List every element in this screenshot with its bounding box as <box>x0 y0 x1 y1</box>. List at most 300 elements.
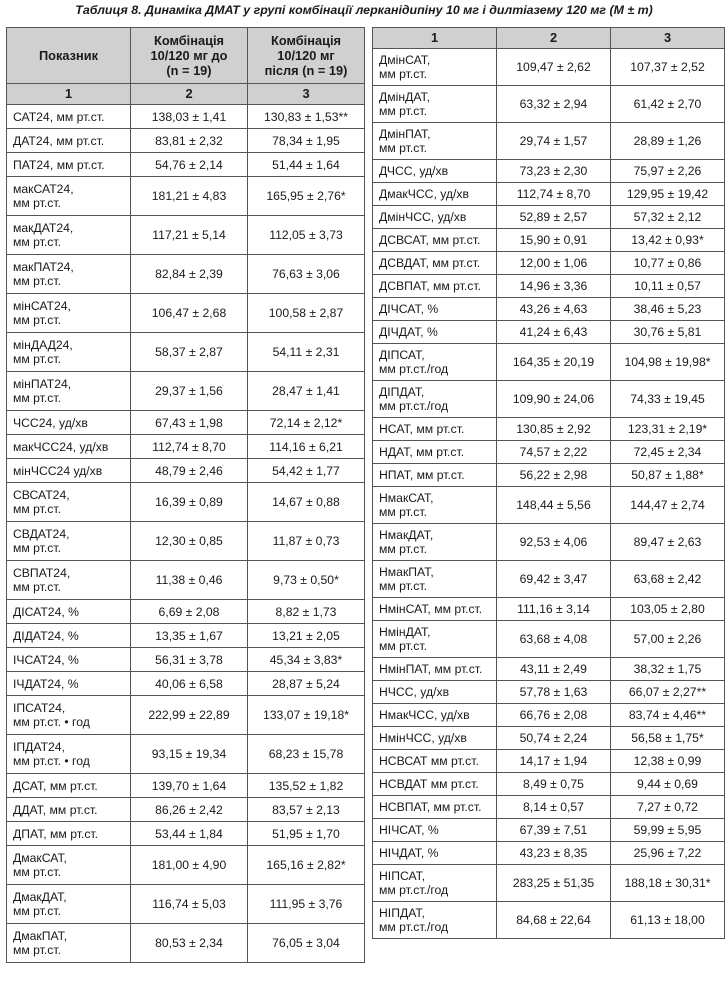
indicator-cell <box>373 750 497 773</box>
indicator-label: мм рт.ст. <box>13 541 61 555</box>
value-before-cell: 112,74 ± 8,70 <box>131 435 248 459</box>
table-row <box>373 658 725 681</box>
value-after-cell: 13,42 ± 0,93* <box>611 229 725 252</box>
results-table-right <box>372 27 725 939</box>
indicator-label: ДІСАТ24, % <box>13 604 79 619</box>
value-after-cell: 72,45 ± 2,34 <box>611 441 725 464</box>
table-row <box>7 435 365 459</box>
indicator-cell <box>7 672 131 696</box>
value-before-cell: 52,89 ± 2,57 <box>497 206 611 229</box>
indicator-label: НІПДАТ, <box>379 906 425 920</box>
value-before-cell: 29,37 ± 1,56 <box>131 372 248 411</box>
value-after-cell: 10,11 ± 0,57 <box>611 275 725 298</box>
value-after-cell: 188,18 ± 30,31* <box>611 865 725 902</box>
table-row <box>373 621 725 658</box>
value-after-cell: 111,95 ± 3,76 <box>248 885 365 924</box>
table-row <box>373 160 725 183</box>
table-row <box>7 798 365 822</box>
indicator-cell <box>7 411 131 435</box>
indicator-label: ЧСС24, уд/хв <box>13 415 88 430</box>
value-after-cell: 61,13 ± 18,00 <box>611 902 725 939</box>
value-after-cell: 130,83 ± 1,53** <box>248 105 365 129</box>
value-before-cell: 93,15 ± 19,34 <box>131 735 248 774</box>
indicator-cell <box>7 924 131 963</box>
table-title: Таблиця 8. Динаміка ДМАТ у групі комбінації лерканідипіну 10 мг і дилтіазему 120 мг (M ± m) <box>75 3 653 17</box>
indicator-label: ДІПСАТ, <box>379 348 425 362</box>
indicator-cell <box>7 624 131 648</box>
table-row <box>373 796 725 819</box>
value-after-cell: 28,87 ± 5,24 <box>248 672 365 696</box>
value-after-cell: 14,67 ± 0,88 <box>248 483 365 522</box>
value-after-cell: 89,47 ± 2,63 <box>611 524 725 561</box>
value-before-cell: 13,35 ± 1,67 <box>131 624 248 648</box>
value-before-cell: 48,79 ± 2,46 <box>131 459 248 483</box>
table-row <box>373 598 725 621</box>
value-after-cell: 135,52 ± 1,82 <box>248 774 365 798</box>
indicator-label: НмінДАТ, <box>379 625 431 639</box>
indicator-label: НСВДАТ мм рт.ст. <box>379 777 479 791</box>
value-after-cell: 9,44 ± 0,69 <box>611 773 725 796</box>
value-before-cell: 54,76 ± 2,14 <box>131 153 248 177</box>
table-row <box>7 483 365 522</box>
indicator-cell <box>373 704 497 727</box>
value-after-cell: 10,77 ± 0,86 <box>611 252 725 275</box>
indicator-cell <box>373 86 497 123</box>
indicator-label: мм рт.ст. <box>379 542 427 556</box>
indicator-cell <box>373 441 497 464</box>
indicator-cell <box>373 160 497 183</box>
indicator-label: ДЧСС, уд/хв <box>379 164 449 178</box>
value-before-cell: 8,14 ± 0,57 <box>497 796 611 819</box>
table-row <box>7 561 365 600</box>
table-row <box>373 842 725 865</box>
value-after-cell: 165,16 ± 2,82* <box>248 846 365 885</box>
value-after-cell: 51,95 ± 1,70 <box>248 822 365 846</box>
value-after-cell: 9,73 ± 0,50* <box>248 561 365 600</box>
indicator-cell <box>373 487 497 524</box>
indicator-label: мм рт.ст./год <box>379 362 449 376</box>
indicator-label: мм рт.ст. <box>13 502 61 516</box>
indicator-label: мінЧСС24 уд/хв <box>13 463 103 478</box>
table-row <box>373 275 725 298</box>
table-row <box>7 648 365 672</box>
table-row <box>373 229 725 252</box>
value-after-cell: 104,98 ± 19,98* <box>611 344 725 381</box>
value-after-cell: 12,38 ± 0,99 <box>611 750 725 773</box>
value-after-cell: 28,47 ± 1,41 <box>248 372 365 411</box>
indicator-label: ДІПДАТ, <box>379 385 425 399</box>
value-before-cell: 63,68 ± 4,08 <box>497 621 611 658</box>
table-row <box>373 727 725 750</box>
table-row <box>373 123 725 160</box>
value-before-cell: 43,23 ± 8,35 <box>497 842 611 865</box>
value-before-cell: 109,47 ± 2,62 <box>497 49 611 86</box>
indicator-label: НмакПАТ, <box>379 565 434 579</box>
table-row <box>373 344 725 381</box>
table-row <box>373 750 725 773</box>
indicator-label: макДАТ24, <box>13 221 74 235</box>
value-before-cell: 58,37 ± 2,87 <box>131 333 248 372</box>
indicator-label: мм рт.ст./год <box>379 920 449 934</box>
column-number: 1 <box>373 28 497 49</box>
value-before-cell: 116,74 ± 5,03 <box>131 885 248 924</box>
indicator-label: ДмакПАТ, <box>13 929 68 943</box>
table-row <box>373 524 725 561</box>
value-after-cell: 8,82 ± 1,73 <box>248 600 365 624</box>
table-row <box>373 819 725 842</box>
value-before-cell: 14,96 ± 3,36 <box>497 275 611 298</box>
indicator-cell <box>7 153 131 177</box>
indicator-label: НСВСАТ мм рт.ст. <box>379 754 479 768</box>
indicator-cell <box>7 483 131 522</box>
table-row <box>373 183 725 206</box>
table-row <box>7 774 365 798</box>
column-number: 2 <box>497 28 611 49</box>
indicator-label: мм рт.ст. • год <box>13 754 90 768</box>
indicator-cell <box>373 183 497 206</box>
indicator-label: мм рт.ст. <box>13 235 61 249</box>
value-before-cell: 41,24 ± 6,43 <box>497 321 611 344</box>
header-after: Комбінація 10/120 мг після (n = 19) <box>248 28 365 84</box>
value-after-cell: 61,42 ± 2,70 <box>611 86 725 123</box>
indicator-label: мм рт.ст. <box>13 904 61 918</box>
table-row <box>373 773 725 796</box>
indicator-cell <box>7 372 131 411</box>
value-after-cell: 75,97 ± 2,26 <box>611 160 725 183</box>
indicator-label: ДмакДАТ, <box>13 890 67 904</box>
value-before-cell: 111,16 ± 3,14 <box>497 598 611 621</box>
indicator-label: мм рт.ст. <box>13 274 61 288</box>
table-row <box>7 600 365 624</box>
value-before-cell: 53,44 ± 1,84 <box>131 822 248 846</box>
value-before-cell: 112,74 ± 8,70 <box>497 183 611 206</box>
indicator-label: ДІЧДАТ, % <box>379 325 438 339</box>
value-before-cell: 92,53 ± 4,06 <box>497 524 611 561</box>
indicator-cell <box>373 344 497 381</box>
table-row <box>7 846 365 885</box>
value-after-cell: 144,47 ± 2,74 <box>611 487 725 524</box>
indicator-label: мм рт.ст. <box>379 104 427 118</box>
value-after-cell: 123,31 ± 2,19* <box>611 418 725 441</box>
value-before-cell: 66,76 ± 2,08 <box>497 704 611 727</box>
table-row <box>7 372 365 411</box>
indicator-cell <box>373 524 497 561</box>
table-row <box>373 321 725 344</box>
value-before-cell: 148,44 ± 5,56 <box>497 487 611 524</box>
value-after-cell: 7,27 ± 0,72 <box>611 796 725 819</box>
value-after-cell: 66,07 ± 2,27** <box>611 681 725 704</box>
value-before-cell: 16,39 ± 0,89 <box>131 483 248 522</box>
indicator-cell <box>373 658 497 681</box>
value-after-cell: 76,63 ± 3,06 <box>248 255 365 294</box>
indicator-cell <box>373 865 497 902</box>
value-before-cell: 50,74 ± 2,24 <box>497 727 611 750</box>
indicator-label: НмакСАТ, <box>379 491 434 505</box>
indicator-label: мм рт.ст./год <box>379 883 449 897</box>
indicator-label: мм рт.ст. <box>13 580 61 594</box>
table-row <box>7 822 365 846</box>
value-after-cell: 74,33 ± 19,45 <box>611 381 725 418</box>
indicator-cell <box>7 255 131 294</box>
table-row <box>7 177 365 216</box>
indicator-label: НІПСАТ, <box>379 869 426 883</box>
indicator-cell <box>373 902 497 939</box>
header-indicator: Показник <box>7 28 131 84</box>
indicator-cell <box>373 561 497 598</box>
indicator-cell <box>7 216 131 255</box>
value-before-cell: 74,57 ± 2,22 <box>497 441 611 464</box>
indicator-label: ДІЧСАТ, % <box>379 302 439 316</box>
indicator-label: ДІДАТ24, % <box>13 628 79 643</box>
indicator-label: ДмінСАТ, <box>379 53 431 67</box>
indicator-label: ІЧДАТ24, % <box>13 676 79 691</box>
value-before-cell: 181,00 ± 4,90 <box>131 846 248 885</box>
indicator-label: ДмінПАТ, <box>379 127 431 141</box>
value-before-cell: 109,90 ± 24,06 <box>497 381 611 418</box>
indicator-label: ДмакСАТ, <box>13 851 67 865</box>
table-row <box>373 865 725 902</box>
indicator-cell <box>7 735 131 774</box>
value-before-cell: 82,84 ± 2,39 <box>131 255 248 294</box>
value-after-cell: 45,34 ± 3,83* <box>248 648 365 672</box>
indicator-label: НПАТ, мм рт.ст. <box>379 468 465 482</box>
table-row <box>373 681 725 704</box>
indicator-cell <box>373 123 497 160</box>
indicator-cell <box>7 561 131 600</box>
indicator-cell <box>7 435 131 459</box>
table-row <box>7 294 365 333</box>
value-before-cell: 6,69 ± 2,08 <box>131 600 248 624</box>
table-row <box>373 298 725 321</box>
value-after-cell: 107,37 ± 2,52 <box>611 49 725 86</box>
value-after-cell: 114,16 ± 6,21 <box>248 435 365 459</box>
value-before-cell: 73,23 ± 2,30 <box>497 160 611 183</box>
indicator-cell <box>373 298 497 321</box>
indicator-cell <box>7 798 131 822</box>
indicator-label: ДПАТ, мм рт.ст. <box>13 826 99 841</box>
value-after-cell: 57,32 ± 2,12 <box>611 206 725 229</box>
table-row <box>373 49 725 86</box>
column-number-row <box>373 28 725 49</box>
column-number: 3 <box>611 28 725 49</box>
indicator-label: мм рт.ст. <box>13 391 61 405</box>
value-after-cell: 30,76 ± 5,81 <box>611 321 725 344</box>
value-before-cell: 43,11 ± 2,49 <box>497 658 611 681</box>
indicator-label: макПАТ24, <box>13 260 74 274</box>
indicator-cell <box>373 206 497 229</box>
value-after-cell: 133,07 ± 19,18* <box>248 696 365 735</box>
indicator-label: СВДАТ24, <box>13 527 70 541</box>
indicator-label: мм рт.ст. <box>379 141 427 155</box>
table-row <box>7 333 365 372</box>
indicator-cell <box>373 621 497 658</box>
value-after-cell: 38,32 ± 1,75 <box>611 658 725 681</box>
indicator-label: мм рт.ст. <box>13 352 61 366</box>
value-after-cell: 72,14 ± 2,12* <box>248 411 365 435</box>
indicator-cell <box>373 796 497 819</box>
table-row <box>7 105 365 129</box>
table-row <box>7 522 365 561</box>
indicator-cell <box>373 49 497 86</box>
value-after-cell: 59,99 ± 5,95 <box>611 819 725 842</box>
indicator-cell <box>373 773 497 796</box>
table-row <box>7 696 365 735</box>
value-before-cell: 29,74 ± 1,57 <box>497 123 611 160</box>
indicator-cell <box>373 229 497 252</box>
indicator-label: ДмінДАТ, <box>379 90 430 104</box>
indicator-label: НмакДАТ, <box>379 528 434 542</box>
indicator-label: ДмакЧСС, уд/хв <box>379 187 469 201</box>
column-number: 3 <box>248 84 365 105</box>
value-after-cell: 63,68 ± 2,42 <box>611 561 725 598</box>
indicator-cell <box>7 600 131 624</box>
value-after-cell: 100,58 ± 2,87 <box>248 294 365 333</box>
indicator-label: ДСАТ, мм рт.ст. <box>13 778 98 793</box>
indicator-cell <box>373 842 497 865</box>
table-row <box>7 672 365 696</box>
indicator-label: НмакЧСС, уд/хв <box>379 708 470 722</box>
indicator-label: мм рт.ст. <box>379 67 427 81</box>
indicator-label: мінСАТ24, <box>13 299 71 313</box>
value-after-cell: 83,74 ± 4,46** <box>611 704 725 727</box>
indicator-cell <box>7 459 131 483</box>
value-before-cell: 11,38 ± 0,46 <box>131 561 248 600</box>
column-number: 2 <box>131 84 248 105</box>
value-after-cell: 51,44 ± 1,64 <box>248 153 365 177</box>
indicator-label: НСВПАТ, мм рт.ст. <box>379 800 482 814</box>
value-before-cell: 56,22 ± 2,98 <box>497 464 611 487</box>
table-row <box>373 464 725 487</box>
table-row <box>7 624 365 648</box>
indicator-label: НЧСС, уд/хв <box>379 685 450 699</box>
value-before-cell: 57,78 ± 1,63 <box>497 681 611 704</box>
indicator-cell <box>373 681 497 704</box>
indicator-cell <box>7 522 131 561</box>
indicator-label: мм рт.ст. <box>13 943 61 957</box>
value-before-cell: 15,90 ± 0,91 <box>497 229 611 252</box>
value-before-cell: 106,47 ± 2,68 <box>131 294 248 333</box>
indicator-label: ДАТ24, мм рт.ст. <box>13 133 105 148</box>
value-after-cell: 103,05 ± 2,80 <box>611 598 725 621</box>
indicator-cell <box>7 105 131 129</box>
value-after-cell: 129,95 ± 19,42 <box>611 183 725 206</box>
indicator-cell <box>373 321 497 344</box>
value-after-cell: 112,05 ± 3,73 <box>248 216 365 255</box>
table-row <box>373 252 725 275</box>
table-row <box>373 902 725 939</box>
value-before-cell: 86,26 ± 2,42 <box>131 798 248 822</box>
indicator-label: СВПАТ24, <box>13 566 71 580</box>
indicator-label: ДСВПАТ, мм рт.ст. <box>379 279 481 293</box>
value-after-cell: 54,11 ± 2,31 <box>248 333 365 372</box>
value-before-cell: 40,06 ± 6,58 <box>131 672 248 696</box>
indicator-label: мм рт.ст. <box>379 579 427 593</box>
table-row <box>7 129 365 153</box>
value-after-cell: 57,00 ± 2,26 <box>611 621 725 658</box>
indicator-label: ІПСАТ24, <box>13 701 66 715</box>
indicator-cell <box>7 177 131 216</box>
value-after-cell: 78,34 ± 1,95 <box>248 129 365 153</box>
table-row <box>373 561 725 598</box>
value-before-cell: 14,17 ± 1,94 <box>497 750 611 773</box>
indicator-label: мм рт.ст. <box>13 196 61 210</box>
indicator-cell <box>373 418 497 441</box>
value-before-cell: 67,43 ± 1,98 <box>131 411 248 435</box>
indicator-label: ІЧСАТ24, % <box>13 652 79 667</box>
indicator-label: ПАТ24, мм рт.ст. <box>13 157 105 172</box>
value-before-cell: 138,03 ± 1,41 <box>131 105 248 129</box>
value-after-cell: 165,95 ± 2,76* <box>248 177 365 216</box>
value-before-cell: 117,21 ± 5,14 <box>131 216 248 255</box>
indicator-cell <box>7 885 131 924</box>
value-after-cell: 13,21 ± 2,05 <box>248 624 365 648</box>
indicator-cell <box>373 275 497 298</box>
table-row <box>373 704 725 727</box>
indicator-cell <box>373 727 497 750</box>
indicator-label: мінДАД24, <box>13 338 73 352</box>
table-row <box>7 924 365 963</box>
value-before-cell: 283,25 ± 51,35 <box>497 865 611 902</box>
indicator-label: ДСВДАТ, мм рт.ст. <box>379 256 481 270</box>
indicator-cell <box>373 464 497 487</box>
indicator-label: макЧСС24, уд/хв <box>13 439 109 454</box>
indicator-label: НДАТ, мм рт.ст. <box>379 445 465 459</box>
value-before-cell: 222,99 ± 22,89 <box>131 696 248 735</box>
indicator-label: ДДАТ, мм рт.ст. <box>13 802 98 817</box>
table-row <box>7 459 365 483</box>
indicator-label: НмінПАТ, мм рт.ст. <box>379 662 483 676</box>
indicator-cell <box>373 598 497 621</box>
indicator-label: мм рт.ст./год <box>379 399 449 413</box>
column-number: 1 <box>7 84 131 105</box>
indicator-label: мм рт.ст. <box>379 505 427 519</box>
indicator-label: мм рт.ст. • год <box>13 715 90 729</box>
value-before-cell: 181,21 ± 4,83 <box>131 177 248 216</box>
indicator-cell <box>7 696 131 735</box>
indicator-cell <box>7 294 131 333</box>
indicator-label: ДСВСАТ, мм рт.ст. <box>379 233 481 247</box>
value-after-cell: 83,57 ± 2,13 <box>248 798 365 822</box>
indicator-label: САТ24, мм рт.ст. <box>13 109 105 124</box>
value-after-cell: 38,46 ± 5,23 <box>611 298 725 321</box>
indicator-label: макСАТ24, <box>13 182 74 196</box>
value-before-cell: 164,35 ± 20,19 <box>497 344 611 381</box>
indicator-label: НІЧСАТ, % <box>379 823 439 837</box>
indicator-label: ДмінЧСС, уд/хв <box>379 210 467 224</box>
value-before-cell: 69,42 ± 3,47 <box>497 561 611 598</box>
value-before-cell: 80,53 ± 2,34 <box>131 924 248 963</box>
value-before-cell: 83,81 ± 2,32 <box>131 129 248 153</box>
indicator-label: мінПАТ24, <box>13 377 72 391</box>
indicator-cell <box>7 774 131 798</box>
table-row <box>373 487 725 524</box>
header-row <box>7 28 365 84</box>
value-after-cell: 68,23 ± 15,78 <box>248 735 365 774</box>
value-before-cell: 12,30 ± 0,85 <box>131 522 248 561</box>
value-before-cell: 56,31 ± 3,78 <box>131 648 248 672</box>
results-table-left <box>6 27 365 963</box>
table-row <box>373 418 725 441</box>
indicator-cell <box>7 333 131 372</box>
indicator-label: ІПДАТ24, <box>13 740 65 754</box>
value-before-cell: 63,32 ± 2,94 <box>497 86 611 123</box>
value-after-cell: 56,58 ± 1,75* <box>611 727 725 750</box>
value-after-cell: 28,89 ± 1,26 <box>611 123 725 160</box>
table-row <box>373 381 725 418</box>
column-number-row <box>7 84 365 105</box>
table-row <box>7 411 365 435</box>
indicator-label: НмінСАТ, мм рт.ст. <box>379 602 483 616</box>
